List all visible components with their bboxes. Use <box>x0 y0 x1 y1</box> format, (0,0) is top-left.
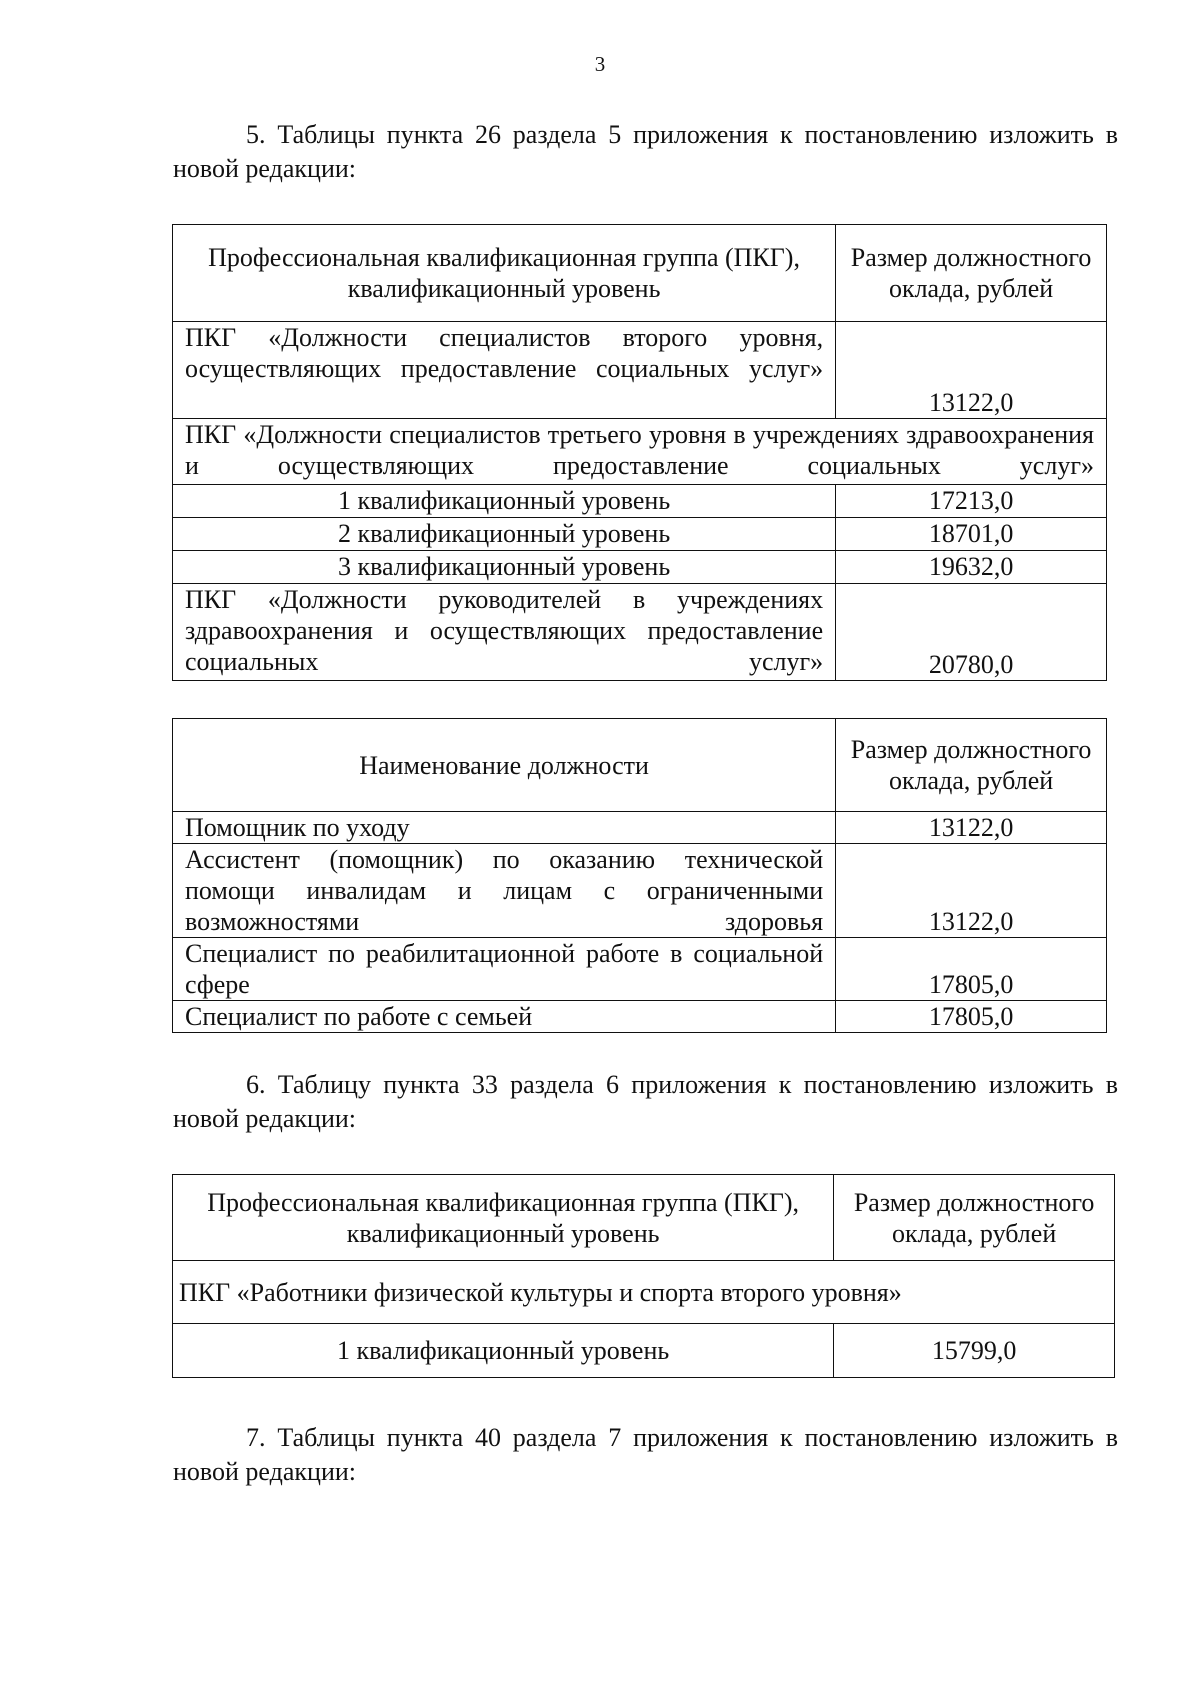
row-name-cell: Помощник по уходу <box>173 812 836 844</box>
table-header-row <box>173 719 1107 812</box>
row-name-cell: 1 квалификационный уровень <box>173 485 836 518</box>
row-name-cell: Специалист по работе с семьей <box>173 1001 836 1033</box>
row-name-cell: Специалист по реабилитационной работе в социальной сфере <box>173 938 836 1001</box>
header-salary-cell: Размер должностного оклада, рублей <box>834 1175 1115 1261</box>
row-value-cell: 18701,0 <box>836 518 1107 551</box>
group-cell: ПКГ «Работники физической культуры и спорта второго уровня» <box>173 1261 1115 1324</box>
table-row <box>173 1324 1115 1378</box>
table-row <box>173 844 1107 938</box>
row-value-cell: 13122,0 <box>836 844 1107 938</box>
row-value-cell: 17213,0 <box>836 485 1107 518</box>
table-sport-salaries <box>172 1174 1115 1378</box>
section6-intro: 6. Таблицу пункта 33 раздела 6 приложения к постановлению изложить в новой редакции: <box>173 1070 1118 1133</box>
table-row <box>173 812 1107 844</box>
table-row <box>173 322 1107 419</box>
table-row <box>173 584 1107 681</box>
header-salary-cell: Размер должностного оклада, рублей <box>836 719 1107 812</box>
table-row <box>173 518 1107 551</box>
row-name-cell: Ассистент (помощник) по оказанию технической помощи инвалидам и лицам с ограниченными возможностями здоровья <box>173 844 836 938</box>
table-header-row <box>173 225 1107 322</box>
table-header-row <box>173 1175 1115 1261</box>
table-row <box>173 1001 1107 1033</box>
row-name-cell: 3 квалификационный уровень <box>173 551 836 584</box>
table-row <box>173 485 1107 518</box>
table-position-salaries <box>172 718 1107 1033</box>
header-group-cell: Профессиональная квалификационная группа (ПКГ), квалификационный уровень <box>173 225 836 322</box>
section5-intro: 5. Таблицы пункта 26 раздела 5 приложения к постановлению изложить в новой редакции: <box>173 120 1118 183</box>
header-position-cell: Наименование должности <box>173 719 836 812</box>
row-value-cell: 15799,0 <box>834 1324 1115 1378</box>
table-group-row <box>173 1261 1115 1324</box>
header-salary-cell: Размер должностного оклада, рублей <box>836 225 1107 322</box>
row-value-cell: 17805,0 <box>836 938 1107 1001</box>
table-pkg-salaries <box>172 224 1107 681</box>
row-value-cell: 13122,0 <box>836 322 1107 419</box>
table-row <box>173 938 1107 1001</box>
row-value-cell: 13122,0 <box>836 812 1107 844</box>
row-name-cell: ПКГ «Должности руководителей в учреждениях здравоохранения и осуществляющих предоставление социальных услуг» <box>173 584 836 681</box>
table-group-row <box>173 419 1107 485</box>
row-name-cell: ПКГ «Должности специалистов второго уровня, осуществляющих предоставление социальных услуг» <box>173 322 836 419</box>
row-value-cell: 19632,0 <box>836 551 1107 584</box>
table-row <box>173 551 1107 584</box>
row-value-cell: 20780,0 <box>836 584 1107 681</box>
group-cell: ПКГ «Должности специалистов третьего уровня в учреждениях здравоохранения и осуществляющих предоставление социальных услуг» <box>173 419 1107 485</box>
section7-intro: 7. Таблицы пункта 40 раздела 7 приложения к постановлению изложить в новой редакции: <box>173 1423 1118 1486</box>
row-value-cell: 17805,0 <box>836 1001 1107 1033</box>
row-name-cell: 1 квалификационный уровень <box>173 1324 834 1378</box>
header-group-cell: Профессиональная квалификационная группа (ПКГ), квалификационный уровень <box>173 1175 834 1261</box>
row-name-cell: 2 квалификационный уровень <box>173 518 836 551</box>
page-number: 3 <box>594 52 606 76</box>
